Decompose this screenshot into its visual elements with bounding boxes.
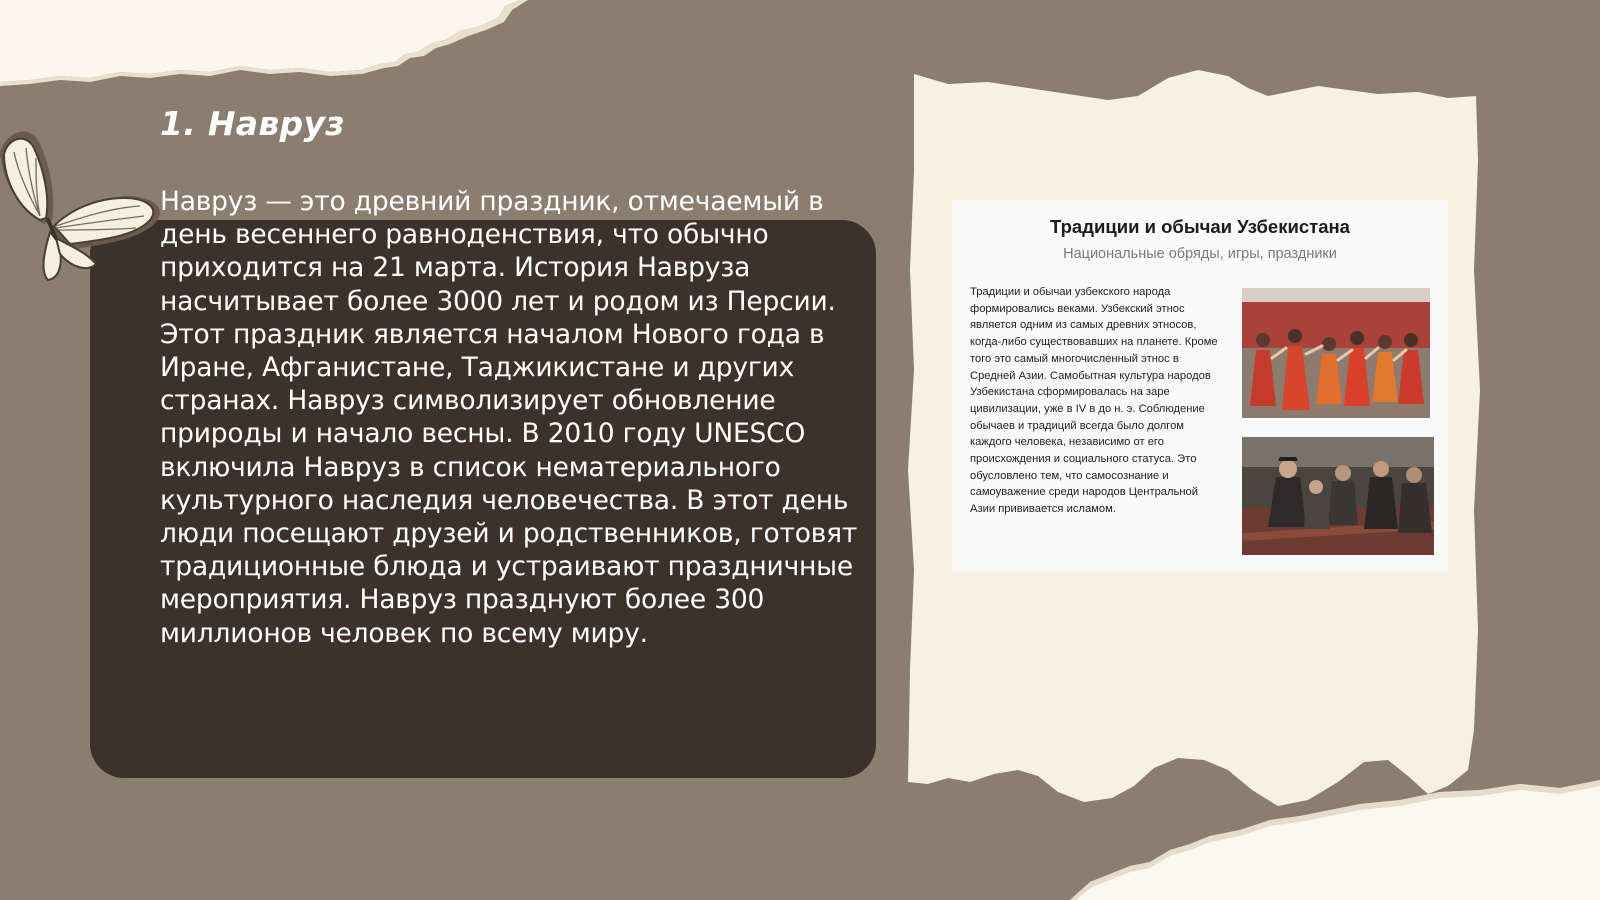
butterfly-icon bbox=[0, 112, 170, 282]
info-card bbox=[952, 200, 1448, 572]
body-text: Навруз — это древний праздник, отмечаемый в день весеннего равноденствия, что обычно приходится на 21 марта. История Навруза насчитывает более 3000 лет и родом из Персии. Этот праздник является началом Нового года в Иране, Афганистане, Таджикистане и других странах. Навруз символизирует обновление природы и начало весны. В 2010 году UNESCO включила Навруз в список нематериального культурного наследия человечества. В этот день люди посещают друзей и родственников, готовят традиционные блюда и устраивают праздничные мероприятия. Навруз празднуют более 300 миллионов человек по всему миру. bbox=[160, 186, 858, 649]
folk-dancers-photo bbox=[1242, 288, 1430, 418]
card-title: Традиции и обычаи Узбекистана bbox=[1050, 216, 1350, 237]
card-subtitle: Национальные обряды, игры, праздники bbox=[1063, 246, 1337, 262]
slide-title: 1. Навруз bbox=[160, 104, 345, 143]
men-gathering-photo bbox=[1242, 437, 1434, 555]
card-text: Традиции и обычаи узбекского народа формировались веками. Узбекский этнос является одним из самых древних этносов, когда-либо существовавших на планете. Кроме того это самый многочисленный этнос в Средней Азии. Самобытная культура народов Узбекистана сформировалась на заре цивилизации, уже в IV в до н. э. Соблюдение обычаев и традиций всегда было долгом каждого человека, независимо от его происхождения и социального статуса. Это обусловлено тем, что самосознание и самоуважение среди народов Центральной Азии прививается исламом. bbox=[970, 286, 1218, 516]
